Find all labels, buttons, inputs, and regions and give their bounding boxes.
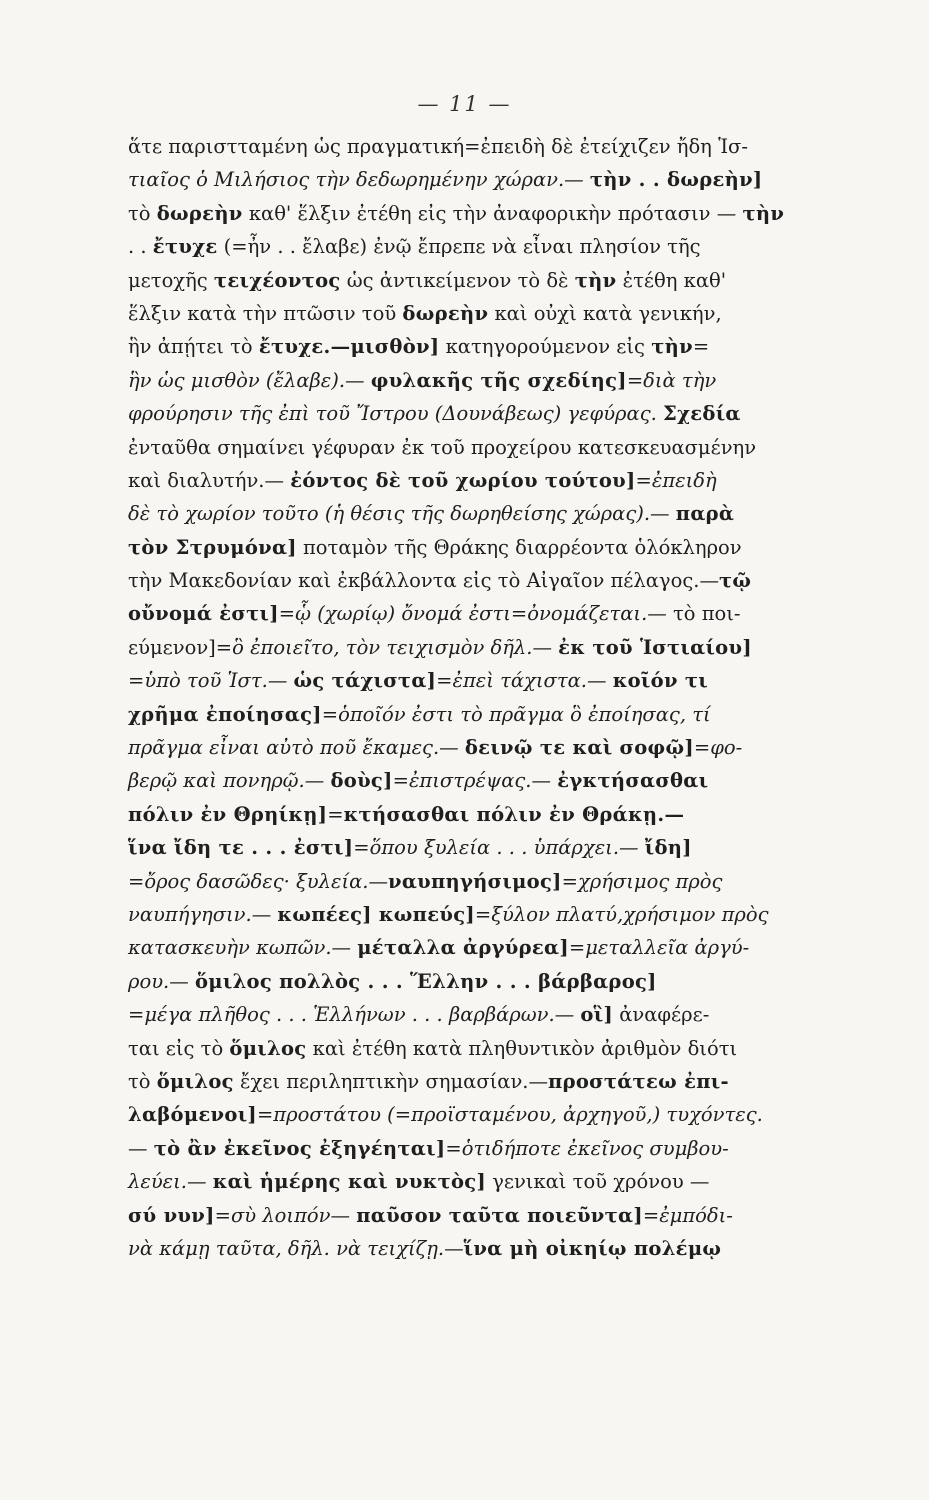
text-line xyxy=(128,631,778,664)
text-line xyxy=(128,798,778,831)
text-line xyxy=(128,330,778,363)
commentary-text-run: — xyxy=(128,1136,154,1160)
lemma-text: δοὺς] xyxy=(330,769,393,793)
page-number: — 11 — xyxy=(417,92,512,116)
lemma-text: ναυπηγήσιμος] xyxy=(387,869,562,893)
text-line xyxy=(128,998,778,1031)
text-line xyxy=(128,931,778,964)
text-line xyxy=(128,1199,778,1232)
commentary-text-run: = xyxy=(692,335,710,359)
gloss-text: =ὄρος δασῶδες· ξυλεία.— xyxy=(128,869,388,893)
commentary-text-run: καὶ οὐχὶ κατὰ γενικήν, xyxy=(488,301,722,325)
commentary-text-run: εύμενον] xyxy=(128,635,216,659)
lemma-text: τὴν xyxy=(742,201,785,225)
lemma-text: τὴν xyxy=(574,268,617,292)
gloss-text: ρου.— xyxy=(128,969,195,993)
gloss-text: =ὑπὸ τοῦ Ἱστ.— xyxy=(128,669,294,693)
lemma-text: προστάτεω ἐπι- xyxy=(548,1069,729,1093)
commentary-text-run: = xyxy=(327,802,344,826)
text-line xyxy=(128,1232,778,1265)
gloss-text: πρᾶγμα εἶναι αὐτὸ ποῦ ἔκαμες.— xyxy=(128,736,465,760)
commentary-text-run: καὶ διαλυτήν.— xyxy=(128,468,291,492)
commentary-text-run: . . xyxy=(128,235,153,259)
commentary-text-run: ἐτέθη καθ' xyxy=(616,268,727,292)
text-line xyxy=(128,464,778,497)
text-line xyxy=(128,397,778,430)
gloss-text: δὲ τὸ χωρίον τοῦτο (ἡ θέσις τῆς δωρηθείσης χώρας).— xyxy=(128,502,676,526)
lemma-text: οὔνομά ἐστι] xyxy=(128,602,279,626)
commentary-text-run: ἕλξιν κατὰ τὴν πτῶσιν τοῦ xyxy=(128,301,403,325)
text-line xyxy=(128,1132,778,1165)
lemma-text: ὡς τάχιστα] xyxy=(293,669,437,693)
gloss-text: =μεταλλεῖα ἀργύ- xyxy=(568,936,750,960)
lemma-text: σύ νυν] xyxy=(128,1203,215,1227)
lemma-text: ὅμιλος xyxy=(156,1069,234,1093)
commentary-text-run: ποταμὸν τῆς Θράκης διαρρέοντα ὁλόκληρον xyxy=(296,535,742,559)
lemma-text: παῦσον ταῦτα ποιεῦντα] xyxy=(356,1203,643,1227)
text-line xyxy=(128,1165,778,1198)
commentary-text-run: καὶ ἐτέθη κατὰ πληθυντικὸν ἀριθμὸν διότι xyxy=(306,1036,738,1060)
commentary-text-run: τὸ ποι- xyxy=(672,602,741,626)
text-line xyxy=(128,731,778,764)
text-line xyxy=(128,597,778,630)
gloss-text: =ὅπου ξυλεία . . . ὑπάρχει.— xyxy=(353,836,645,860)
lemma-text: οἳ] xyxy=(580,1003,613,1027)
gloss-text: =προστάτου (=προϊσταμένου, ἀρχηγοῦ,) τυχόντες. xyxy=(256,1103,763,1127)
lemma-text: κωπέες] κωπεύς] xyxy=(277,902,475,926)
lemma-text: δωρεὴν xyxy=(156,201,243,225)
lemma-text: παρὰ xyxy=(675,502,735,526)
gloss-text: βερῷ καὶ πονηρῷ.— xyxy=(128,769,331,793)
gloss-text: =ὁτιδήποτε ἐκεῖνος συμβου- xyxy=(445,1136,729,1160)
gloss-text: =διὰ τὴν xyxy=(626,368,717,392)
lemma-text: ἵνα μὴ οἰκηίῳ πολέμῳ xyxy=(463,1236,722,1260)
commentary-text-run: τὴν Μακεδονίαν καὶ ἐκβάλλοντα εἰς τὸ Αἰγαῖον πέλαγος.— xyxy=(128,569,719,593)
gloss-text: τιαῖος ὁ Μιλήσιος τὴν δεδωρημένην χώραν.— xyxy=(128,168,590,192)
gloss-text: =ξύλον πλατύ,χρήσιμον πρὸς xyxy=(474,902,769,926)
lemma-text: πόλιν ἐν Θρηίκῃ] xyxy=(128,802,328,826)
text-line xyxy=(128,831,778,864)
lemma-text: ἐγκτήσασθαι xyxy=(557,769,709,793)
lemma-text: ἔτυχε xyxy=(152,235,218,259)
commentary-text-run: κατηγορούμενον εἰς xyxy=(439,335,652,359)
text-line xyxy=(128,497,778,530)
lemma-text: τειχέοντος xyxy=(213,268,341,292)
commentary-text-run: τὸ xyxy=(128,1069,157,1093)
text-line xyxy=(128,130,778,163)
lemma-text: δεινῷ τε καὶ σοφῷ] xyxy=(464,736,694,760)
text-line xyxy=(128,264,778,297)
lemma-text: κοῖόν τι xyxy=(612,669,709,693)
text-line xyxy=(128,965,778,998)
text-line xyxy=(128,197,785,230)
gloss-text: =ἐπειδὴ xyxy=(635,468,717,492)
lemma-text: καὶ ἡμέρης καὶ νυκτὸς] xyxy=(212,1170,486,1194)
lemma-text: μέταλλα ἀργύρεα] xyxy=(357,936,569,960)
gloss-text: νὰ κάμῃ ταῦτα, δῆλ. νὰ τειχίζῃ.— xyxy=(128,1236,464,1260)
gloss-text: κατασκευὴν κωπῶν.— xyxy=(128,936,358,960)
commentary-text xyxy=(128,130,785,1265)
lemma-text: τὴν . . δωρεὴν] xyxy=(589,168,763,192)
gloss-text: ναυπήγησιν.— xyxy=(128,902,278,926)
lemma-text: λαβόμενοι] xyxy=(128,1103,257,1127)
commentary-text-run: ἔχει περιληπτικὴν σημασίαν.— xyxy=(233,1069,548,1093)
gloss-text: =ὁποῖόν ἐστι τὸ πρᾶγμα ὃ ἐποίησας, τί xyxy=(321,702,711,726)
lemma-text: ἵνα ἴδη τε . . . ἐστι] xyxy=(128,836,354,860)
commentary-text-run: ὡς ἀντικείμενον τὸ δὲ xyxy=(340,268,575,292)
text-line xyxy=(128,531,778,564)
lemma-text: τὸ ἂν ἐκεῖνος ἐξηγέηται] xyxy=(153,1136,446,1160)
commentary-text-run: τὸ xyxy=(128,201,157,225)
lemma-text: ἐκ τοῦ Ἱστιαίου] xyxy=(558,635,752,659)
text-line xyxy=(128,297,778,330)
lemma-text: χρῆμα ἐποίησας] xyxy=(128,702,322,726)
lemma-text: Σχεδία xyxy=(663,402,741,426)
commentary-text-run: καθ' ἕλξιν ἐτέθη εἰς τὴν ἀναφορικὴν πρότασιν — xyxy=(242,201,743,225)
gloss-text: ἣν ὡς μισθὸν (ἔλαβε).— xyxy=(128,368,371,392)
text-line xyxy=(128,1098,778,1131)
lemma-text: τὴν xyxy=(651,335,693,359)
commentary-text-run: ἅτε παριστταμένη ὡς πραγματική=ἐπειδὴ δὲ ἐτείχιζεν ἤδη Ἱσ- xyxy=(128,135,748,158)
text-line xyxy=(128,230,778,263)
gloss-text: =ἐπιστρέψας.— xyxy=(392,769,558,793)
gloss-text: =χρήσιμος πρὸς xyxy=(561,869,723,893)
text-line xyxy=(128,898,778,931)
gloss-text: =ἐπεὶ τάχιστα.— xyxy=(436,669,613,693)
commentary-text-run: γενικαὶ τοῦ χρόνου — xyxy=(486,1170,710,1194)
commentary-text-run: (=ἦν . . ἔλαβε) ἐνῷ ἔπρεπε νὰ εἶναι πλησίον τῆς xyxy=(217,235,701,259)
lemma-text: ὅμιλος πολλὸς . . . Ἕλλην . . . βάρβαρος] xyxy=(194,969,657,993)
gloss-text: =ἐμπόδι- xyxy=(642,1203,733,1227)
lemma-text: ἐόντος δὲ τοῦ χωρίου τούτου] xyxy=(290,468,636,492)
gloss-text: =ᾧ (χωρίῳ) ὄνομά ἐστι=ὀνομάζεται.— xyxy=(278,602,673,626)
text-line xyxy=(128,564,778,597)
text-line xyxy=(128,364,778,397)
text-line xyxy=(128,865,778,898)
text-line xyxy=(128,764,778,797)
text-line xyxy=(128,431,778,464)
text-line xyxy=(128,163,778,196)
commentary-text-run: ἐνταῦθα σημαίνει γέφυραν ἐκ τοῦ προχείρου κατεσκευασμένην xyxy=(128,435,757,459)
text-line xyxy=(128,1065,778,1098)
gloss-text: =φο- xyxy=(693,736,743,760)
gloss-text: λεύει.— xyxy=(128,1170,213,1194)
commentary-text-run: ται εἰς τὸ xyxy=(128,1036,230,1060)
lemma-text: ἴδη] xyxy=(644,836,692,860)
commentary-text-run: ἀναφέρε- xyxy=(613,1003,710,1027)
lemma-text: ὅμιλος xyxy=(229,1036,307,1060)
lemma-text: κτήσασθαι πόλιν ἐν Θράκῃ.— xyxy=(343,802,685,826)
gloss-text: φρούρησιν τῆς ἐπὶ τοῦ Ἴστρου (Δουνάβεως) γεφύρας. xyxy=(128,402,664,426)
lemma-text: ἔτυχε.—μισθὸν] xyxy=(258,335,440,359)
lemma-text: φυλακῆς τῆς σχεδίης] xyxy=(370,368,627,392)
lemma-text: δωρεὴν xyxy=(402,301,489,325)
gloss-text: =ὃ ἐποιεῖτο, τὸν τειχισμὸν δῆλ.— xyxy=(215,635,559,659)
gloss-text: =σὺ λοιπόν— xyxy=(214,1203,357,1227)
gloss-text: =μέγα πλῆθος . . . Ἑλλήνων . . . βαρβάρων.— xyxy=(128,1003,581,1027)
text-line xyxy=(128,1032,778,1065)
text-line xyxy=(128,664,778,697)
commentary-text-run: ἣν ἀπῄτει τὸ xyxy=(128,335,259,359)
text-line xyxy=(128,698,778,731)
lemma-text: τὸν Στρυμόνα] xyxy=(128,535,297,559)
commentary-text-run: μετοχῆς xyxy=(128,268,214,292)
lemma-text: τῷ xyxy=(718,569,752,593)
